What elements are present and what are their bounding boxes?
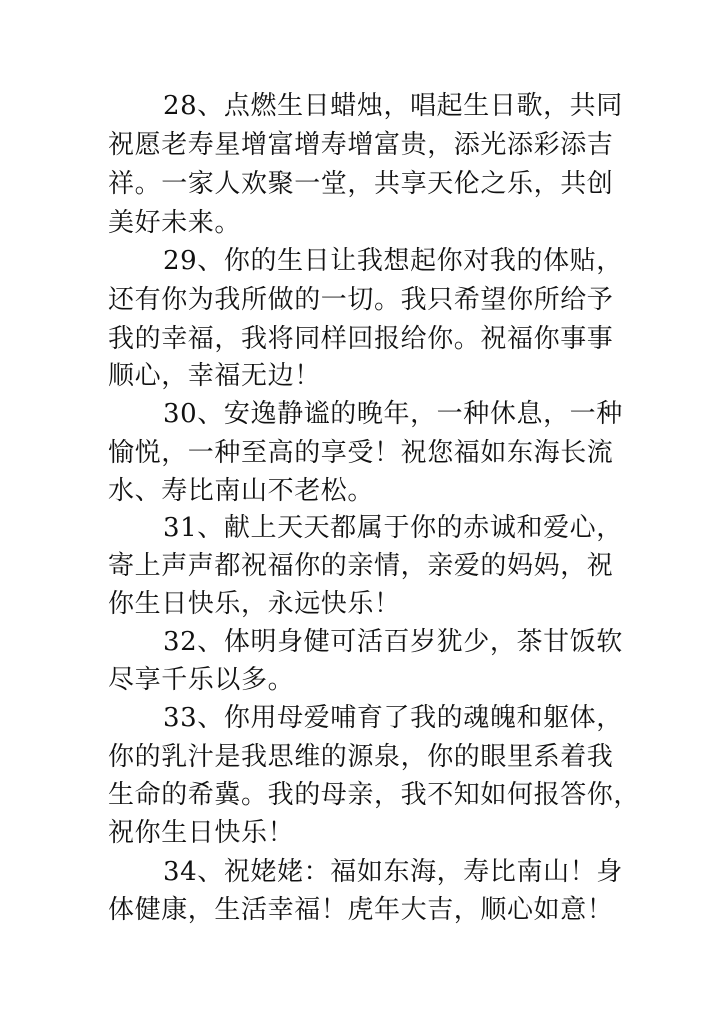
paragraph-32-line-2: 尽享千乐以多。 — [108, 665, 295, 695]
paragraph-34-line-2: 体健康，生活幸福！虎年大吉，顺心如意！ — [108, 895, 614, 925]
paragraph-29-line-3: 我的幸福，我将同样回报给你。祝福你事事 — [108, 324, 614, 354]
paragraph-29-line-2: 还有你为我所做的一切。我只希望你所给予 — [108, 285, 614, 315]
paragraph-31-line-2: 寄上声声都祝福你的亲情，亲爱的妈妈，祝 — [108, 551, 614, 581]
paragraph-28-line-4: 美好未来。 — [108, 208, 242, 238]
paragraph-32-line-1: 32、体明身健可活百岁犹少，茶甘饭软 — [163, 627, 623, 657]
paragraph-30-line-3: 水、寿比南山不老松。 — [108, 476, 375, 506]
paragraph-30-line-2: 愉悦，一种至高的享受！祝您福如东海长流 — [108, 438, 614, 468]
paragraph-33-line-1: 33、你用母爱哺育了我的魂魄和躯体， — [163, 703, 623, 733]
paragraph-28-line-1: 28、点燃生日蜡烛，唱起生日歌，共同 — [163, 91, 623, 121]
paragraph-29-line-1: 29、你的生日让我想起你对我的体贴， — [163, 246, 623, 276]
paragraph-29-line-4: 顺心，幸福无边！ — [108, 361, 321, 391]
paragraph-33-line-4: 祝你生日快乐！ — [108, 818, 295, 848]
paragraph-33-line-2: 你的乳汁是我思维的源泉，你的眼里系着我 — [108, 742, 614, 772]
paragraph-31-line-3: 你生日快乐，永远快乐！ — [108, 589, 401, 619]
paragraph-34-line-1: 34、祝姥姥：福如东海，寿比南山！身 — [163, 857, 623, 887]
paragraph-30-line-1: 30、安逸静谧的晚年，一种休息，一种 — [163, 399, 623, 429]
paragraph-28-line-3: 祥。一家人欢聚一堂，共享天伦之乐，共创 — [108, 169, 614, 199]
paragraph-28-line-2: 祝愿老寿星增富增寿增富贵，添光添彩添吉 — [108, 130, 614, 160]
paragraph-31-line-1: 31、献上天天都属于你的赤诚和爱心， — [163, 513, 623, 543]
paragraph-33-line-3: 生命的希冀。我的母亲，我不知如何报答你， — [108, 780, 641, 810]
